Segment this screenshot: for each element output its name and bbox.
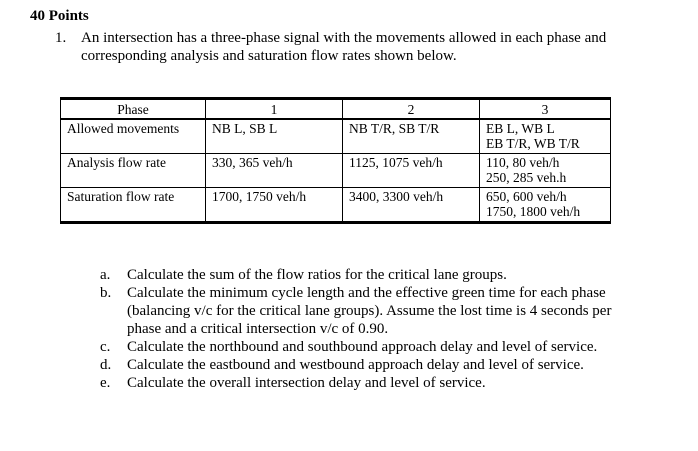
question-1 [55, 29, 615, 65]
header-phase-1: 1 [206, 99, 343, 120]
table-row-saturation-flow-rate [61, 188, 611, 223]
cell-line: 1700, 1750 veh/h [212, 189, 307, 204]
header-phase-2: 2 [343, 99, 480, 120]
cell-line: NB T/R, SB T/R [349, 121, 440, 136]
cell-line: 110, 80 veh/h [486, 155, 560, 170]
table-row-analysis-flow-rate [61, 154, 611, 188]
cell-line: NB L, SB L [212, 121, 278, 136]
subquestion-letter: c. [100, 339, 111, 355]
subquestion-text: Calculate the sum of the flow ratios for the critical lane groups. [127, 267, 507, 283]
cell-line: 3400, 3300 veh/h [349, 189, 444, 204]
header-phase-label: Phase [61, 99, 206, 120]
subquestion-b [100, 284, 620, 338]
subquestion-letter: a. [100, 267, 111, 283]
phase-table [60, 97, 611, 224]
table-cell [480, 119, 611, 154]
subquestion-letter: d. [100, 357, 112, 373]
points-heading: 40 Points [30, 8, 89, 24]
subquestion-a [100, 266, 620, 284]
cell-line: 1125, 1075 veh/h [349, 155, 443, 170]
cell-line: 650, 600 veh/h [486, 189, 567, 204]
table-cell [343, 188, 480, 223]
subquestion-letter: e. [100, 375, 111, 391]
question-number: 1. [55, 30, 67, 46]
subquestion-text: Calculate the overall intersection delay and level of service. [127, 375, 486, 391]
cell-line: 250, 285 veh.h [486, 170, 567, 185]
table-cell [206, 188, 343, 223]
subquestion-text: Calculate the minimum cycle length and the effective green time for each phase (balancing v/c for the critical lane groups). Assume the lost time is 4 seconds per phase and a critical intersection v/c of 0.90. [127, 285, 612, 337]
table-cell [343, 119, 480, 154]
subquestion-text: Calculate the northbound and southbound approach delay and level of service. [127, 339, 598, 355]
table-cell [480, 188, 611, 223]
table-cell [206, 119, 343, 154]
question-text: An intersection has a three-phase signal with the movements allowed in each phase and corresponding analysis and saturation flow rates shown below. [81, 30, 607, 64]
cell-line: EB T/R, WB T/R [486, 136, 580, 151]
subquestion-letter: b. [100, 285, 112, 301]
cell-line: 1750, 1800 veh/h [486, 204, 581, 219]
table-cell [343, 154, 480, 188]
cell-line: 330, 365 veh/h [212, 155, 293, 170]
table-row-allowed-movements [61, 119, 611, 154]
cell-line: EB L, WB L [486, 121, 555, 136]
subquestion-list [100, 266, 620, 392]
row-label: Saturation flow rate [61, 188, 206, 223]
table-header-row [61, 99, 611, 120]
subquestion-c [100, 338, 620, 356]
row-label: Analysis flow rate [61, 154, 206, 188]
table-cell [480, 154, 611, 188]
subquestion-e [100, 374, 620, 392]
table-cell [206, 154, 343, 188]
subquestion-d [100, 356, 620, 374]
header-phase-3: 3 [480, 99, 611, 120]
subquestion-text: Calculate the eastbound and westbound approach delay and level of service. [127, 357, 584, 373]
row-label: Allowed movements [61, 119, 206, 154]
